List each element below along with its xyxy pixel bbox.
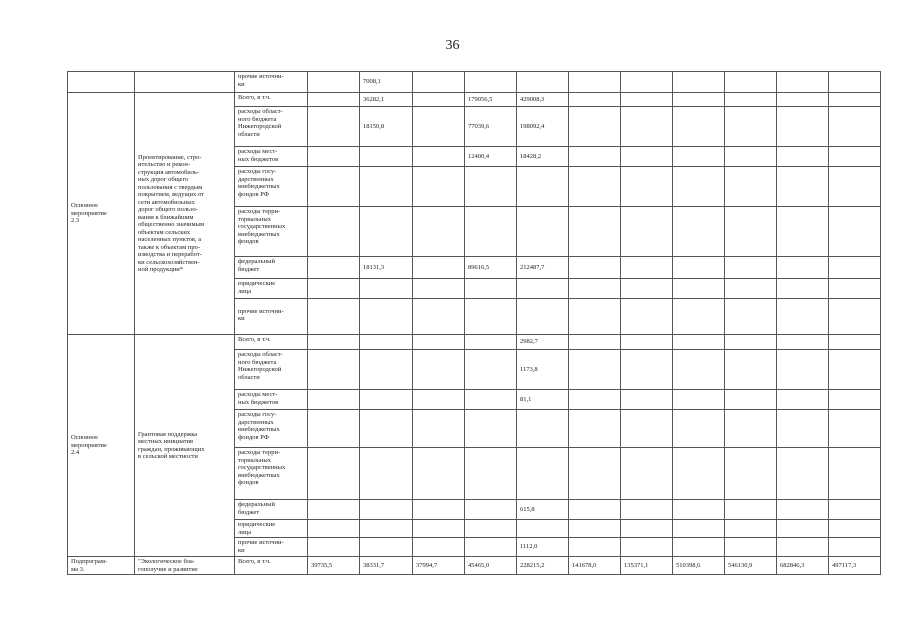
amount-cell: [829, 93, 881, 107]
amount-cell: [569, 147, 621, 167]
amount-cell: [621, 538, 673, 557]
amount-cell: [621, 350, 673, 390]
amount-cell: [725, 410, 777, 448]
amount-cell: [465, 299, 517, 335]
amount-cell: [673, 299, 725, 335]
amount-cell: [725, 167, 777, 207]
amount-cell: 7008,1: [360, 72, 413, 93]
funding-source-cell: прочие источни- ки: [235, 299, 308, 335]
amount-cell: [829, 335, 881, 350]
funding-source-cell: расходы мест- ных бюджетов: [235, 390, 308, 410]
amount-cell: [673, 72, 725, 93]
amount-cell: [517, 410, 569, 448]
amount-cell: [413, 299, 465, 335]
table-row: [68, 335, 881, 350]
amount-cell: 179056,5: [465, 93, 517, 107]
amount-cell: 36282,1: [360, 93, 413, 107]
amount-cell: [829, 167, 881, 207]
amount-cell: [829, 500, 881, 520]
activity-code-cell: [68, 72, 135, 93]
amount-cell: [777, 538, 829, 557]
amount-cell: [621, 410, 673, 448]
amount-cell: [413, 390, 465, 410]
activity-code-cell: Подпрограм- ма 3.: [68, 557, 135, 575]
amount-cell: [308, 448, 360, 500]
amount-cell: 18131,3: [360, 257, 413, 279]
amount-cell: [621, 335, 673, 350]
amount-cell: 510398,6: [673, 557, 725, 575]
amount-cell: [829, 207, 881, 257]
amount-cell: [725, 107, 777, 147]
activity-code-cell: Основное мероприятие 2.4: [68, 335, 135, 557]
amount-cell: [465, 72, 517, 93]
amount-cell: [725, 448, 777, 500]
amount-cell: [777, 167, 829, 207]
amount-cell: [360, 500, 413, 520]
amount-cell: 18150,8: [360, 107, 413, 147]
amount-cell: [829, 390, 881, 410]
amount-cell: [725, 279, 777, 299]
amount-cell: [465, 350, 517, 390]
amount-cell: [725, 520, 777, 538]
amount-cell: [673, 93, 725, 107]
amount-cell: [413, 538, 465, 557]
amount-cell: [621, 167, 673, 207]
activity-code-cell: Основное мероприятие 2.3: [68, 93, 135, 335]
amount-cell: [360, 350, 413, 390]
amount-cell: 89616,5: [465, 257, 517, 279]
amount-cell: [829, 147, 881, 167]
amount-cell: [725, 72, 777, 93]
amount-cell: [673, 207, 725, 257]
amount-cell: [360, 147, 413, 167]
amount-cell: [569, 93, 621, 107]
amount-cell: 198092,4: [517, 107, 569, 147]
amount-cell: [308, 390, 360, 410]
amount-cell: [621, 207, 673, 257]
amount-cell: [465, 520, 517, 538]
amount-cell: [621, 279, 673, 299]
amount-cell: [777, 410, 829, 448]
funding-source-cell: расходы терри- ториальных государственных внебюджетных фондов: [235, 207, 308, 257]
amount-cell: [308, 335, 360, 350]
amount-cell: [777, 335, 829, 350]
activity-name-cell: [135, 72, 235, 93]
amount-cell: [673, 410, 725, 448]
table-row: [68, 93, 881, 107]
amount-cell: [569, 299, 621, 335]
amount-cell: [673, 520, 725, 538]
amount-cell: 1112,0: [517, 538, 569, 557]
amount-cell: [308, 257, 360, 279]
amount-cell: [725, 350, 777, 390]
amount-cell: [569, 500, 621, 520]
funding-source-cell: расходы мест- ных бюджетов: [235, 147, 308, 167]
amount-cell: [308, 538, 360, 557]
amount-cell: [413, 410, 465, 448]
table-row: [68, 557, 881, 575]
amount-cell: [777, 350, 829, 390]
amount-cell: 135371,1: [621, 557, 673, 575]
amount-cell: 38331,7: [360, 557, 413, 575]
amount-cell: [673, 279, 725, 299]
amount-cell: [673, 257, 725, 279]
budget-table: [67, 71, 881, 575]
amount-cell: [777, 207, 829, 257]
funding-source-cell: расходы област- ного бюджета Нижегородской области: [235, 107, 308, 147]
amount-cell: [360, 299, 413, 335]
amount-cell: 615,8: [517, 500, 569, 520]
amount-cell: [673, 500, 725, 520]
amount-cell: [673, 350, 725, 390]
amount-cell: [517, 299, 569, 335]
amount-cell: [621, 520, 673, 538]
amount-cell: [673, 335, 725, 350]
amount-cell: [621, 500, 673, 520]
amount-cell: [413, 107, 465, 147]
amount-cell: [673, 167, 725, 207]
amount-cell: [829, 279, 881, 299]
amount-cell: [829, 448, 881, 500]
amount-cell: [360, 410, 413, 448]
amount-cell: [517, 72, 569, 93]
amount-cell: [829, 257, 881, 279]
amount-cell: [621, 147, 673, 167]
amount-cell: [777, 299, 829, 335]
amount-cell: 1173,8: [517, 350, 569, 390]
amount-cell: [413, 207, 465, 257]
amount-cell: [569, 257, 621, 279]
amount-cell: [308, 93, 360, 107]
amount-cell: [413, 257, 465, 279]
funding-source-cell: юридические лица: [235, 520, 308, 538]
amount-cell: [360, 279, 413, 299]
amount-cell: [413, 350, 465, 390]
amount-cell: [517, 448, 569, 500]
amount-cell: [569, 335, 621, 350]
amount-cell: [725, 538, 777, 557]
amount-cell: [621, 93, 673, 107]
amount-cell: [413, 72, 465, 93]
amount-cell: [829, 107, 881, 147]
amount-cell: [725, 500, 777, 520]
amount-cell: [413, 147, 465, 167]
amount-cell: [621, 107, 673, 147]
amount-cell: [465, 279, 517, 299]
amount-cell: [673, 390, 725, 410]
amount-cell: 81,1: [517, 390, 569, 410]
amount-cell: [829, 538, 881, 557]
amount-cell: 682846,3: [777, 557, 829, 575]
amount-cell: [673, 147, 725, 167]
amount-cell: [777, 72, 829, 93]
amount-cell: [673, 107, 725, 147]
table-row: [68, 72, 881, 93]
amount-cell: [413, 167, 465, 207]
amount-cell: [829, 299, 881, 335]
amount-cell: 212487,7: [517, 257, 569, 279]
amount-cell: [569, 410, 621, 448]
amount-cell: [360, 207, 413, 257]
funding-source-cell: юридические лица: [235, 279, 308, 299]
amount-cell: [360, 520, 413, 538]
amount-cell: [308, 72, 360, 93]
amount-cell: [308, 107, 360, 147]
funding-source-cell: расходы терри- ториальных государственных внебюджетных фондов: [235, 448, 308, 500]
amount-cell: [308, 279, 360, 299]
amount-cell: 18428,2: [517, 147, 569, 167]
amount-cell: [829, 520, 881, 538]
amount-cell: 228215,2: [517, 557, 569, 575]
amount-cell: [413, 279, 465, 299]
amount-cell: 497117,3: [829, 557, 881, 575]
amount-cell: [829, 72, 881, 93]
amount-cell: [829, 350, 881, 390]
amount-cell: [308, 147, 360, 167]
amount-cell: [360, 335, 413, 350]
amount-cell: [308, 167, 360, 207]
amount-cell: [777, 448, 829, 500]
amount-cell: [465, 500, 517, 520]
amount-cell: [360, 167, 413, 207]
funding-source-cell: расходы област- ного бюджета Нижегородской области: [235, 350, 308, 390]
amount-cell: [621, 390, 673, 410]
amount-cell: [360, 538, 413, 557]
amount-cell: [777, 147, 829, 167]
activity-name-cell: "Экологическое бла- гополучие и развитие: [135, 557, 235, 575]
amount-cell: [569, 538, 621, 557]
amount-cell: [465, 390, 517, 410]
amount-cell: 429008,3: [517, 93, 569, 107]
amount-cell: [308, 207, 360, 257]
funding-source-cell: Всего, в т.ч.: [235, 335, 308, 350]
amount-cell: [413, 335, 465, 350]
amount-cell: [465, 167, 517, 207]
amount-cell: [569, 167, 621, 207]
amount-cell: [413, 520, 465, 538]
funding-source-cell: прочие источни- ки: [235, 72, 308, 93]
amount-cell: [621, 448, 673, 500]
funding-source-cell: Всего, в т.ч.: [235, 557, 308, 575]
amount-cell: [725, 147, 777, 167]
amount-cell: [569, 72, 621, 93]
amount-cell: [777, 279, 829, 299]
amount-cell: [413, 448, 465, 500]
amount-cell: [517, 279, 569, 299]
funding-source-cell: расходы госу- дарственных внебюджетных фондов РФ: [235, 167, 308, 207]
amount-cell: [569, 390, 621, 410]
amount-cell: 546130,9: [725, 557, 777, 575]
amount-cell: [517, 207, 569, 257]
page-number: 36: [445, 38, 460, 53]
amount-cell: [725, 390, 777, 410]
amount-cell: [621, 72, 673, 93]
amount-cell: [725, 299, 777, 335]
amount-cell: 2982,7: [517, 335, 569, 350]
amount-cell: [308, 520, 360, 538]
funding-source-cell: федеральный бюджет: [235, 257, 308, 279]
amount-cell: [517, 167, 569, 207]
amount-cell: [465, 448, 517, 500]
amount-cell: [621, 299, 673, 335]
activity-name-cell: Грантовая поддержка местных инициатив граждан, проживающих в сельской местности: [135, 335, 235, 557]
amount-cell: [829, 410, 881, 448]
amount-cell: [777, 390, 829, 410]
amount-cell: 45465,0: [465, 557, 517, 575]
activity-name-cell: Проектирование, стро- ительство и рекон- струкция автомобиль- ных дорог общего пользования с твердым покрытием, ведущих от сети автомобильных дорог общего пользо- вания к ближайшим общественно значимым объектам сельских населенных пунктов, а также к объектам про- изводства и переработ- ки сельскохозяйствен- ной продукции*: [135, 93, 235, 335]
amount-cell: [308, 500, 360, 520]
amount-cell: 37994,7: [413, 557, 465, 575]
amount-cell: [360, 390, 413, 410]
amount-cell: [777, 500, 829, 520]
amount-cell: [569, 279, 621, 299]
amount-cell: [673, 538, 725, 557]
amount-cell: 141678,0: [569, 557, 621, 575]
amount-cell: [308, 299, 360, 335]
amount-cell: 12400,4: [465, 147, 517, 167]
amount-cell: [465, 410, 517, 448]
funding-source-cell: федеральный бюджет: [235, 500, 308, 520]
amount-cell: [360, 448, 413, 500]
amount-cell: [569, 107, 621, 147]
amount-cell: [413, 500, 465, 520]
amount-cell: [569, 207, 621, 257]
amount-cell: [569, 448, 621, 500]
amount-cell: [673, 448, 725, 500]
amount-cell: [725, 335, 777, 350]
funding-source-cell: расходы госу- дарственных внебюджетных фондов РФ: [235, 410, 308, 448]
amount-cell: [725, 207, 777, 257]
funding-source-cell: Всего, в т.ч.: [235, 93, 308, 107]
amount-cell: [569, 350, 621, 390]
amount-cell: [465, 538, 517, 557]
amount-cell: [725, 93, 777, 107]
amount-cell: [777, 257, 829, 279]
amount-cell: [621, 257, 673, 279]
amount-cell: 77039,6: [465, 107, 517, 147]
amount-cell: [308, 410, 360, 448]
amount-cell: [517, 520, 569, 538]
amount-cell: 39735,5: [308, 557, 360, 575]
amount-cell: [777, 107, 829, 147]
amount-cell: [569, 520, 621, 538]
amount-cell: [465, 335, 517, 350]
amount-cell: [777, 93, 829, 107]
amount-cell: [777, 520, 829, 538]
amount-cell: [725, 257, 777, 279]
amount-cell: [413, 93, 465, 107]
amount-cell: [308, 350, 360, 390]
amount-cell: [465, 207, 517, 257]
funding-source-cell: прочие источни- ки: [235, 538, 308, 557]
